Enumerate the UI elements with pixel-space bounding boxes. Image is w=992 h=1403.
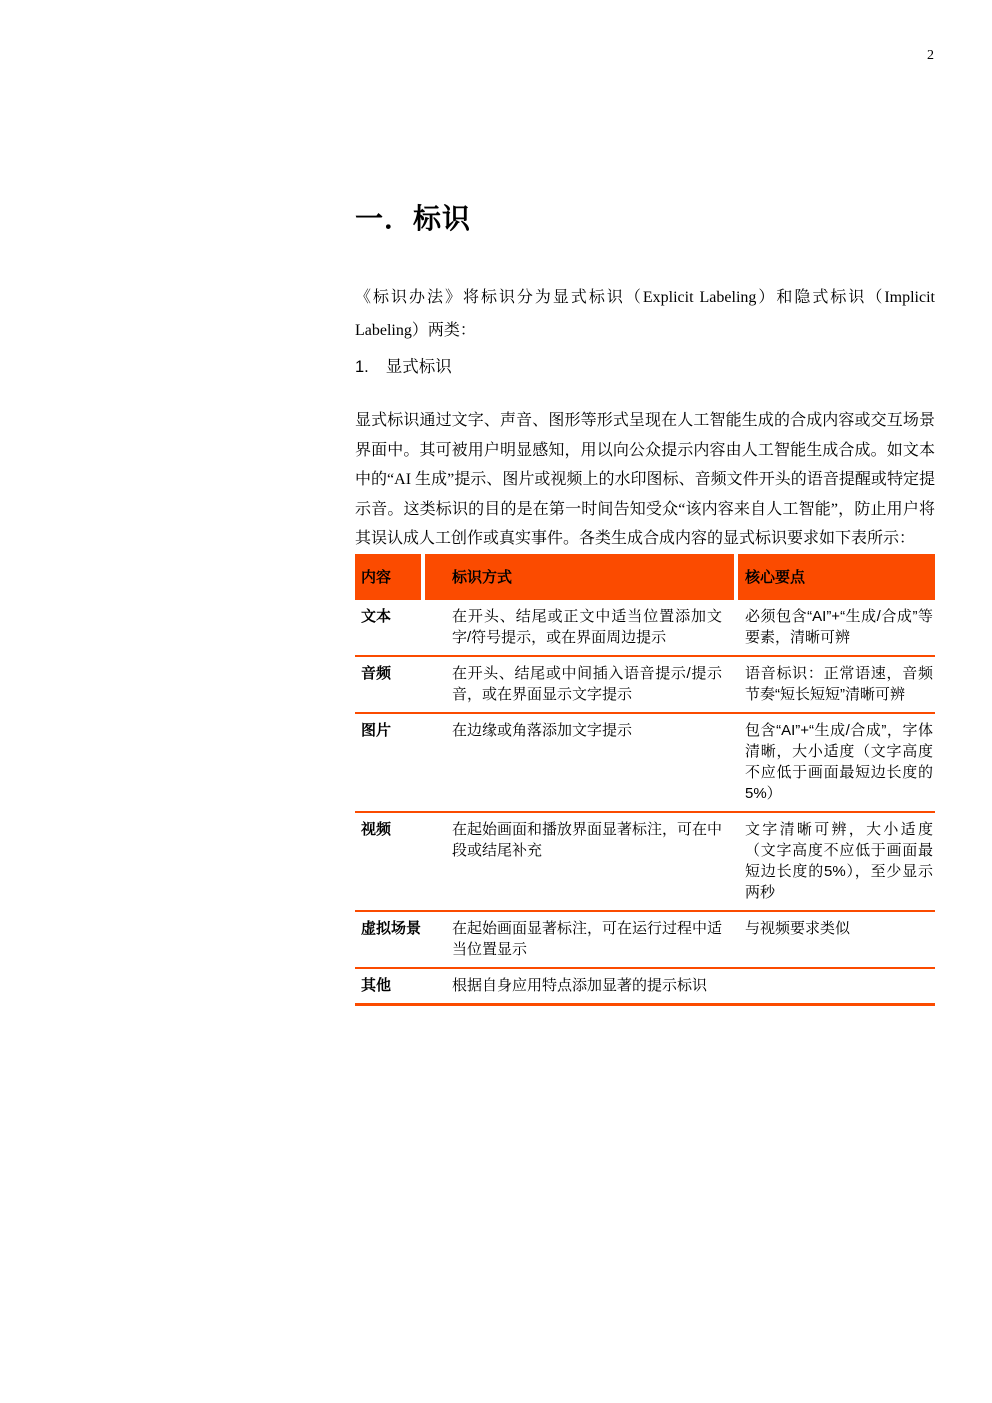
table-row xyxy=(355,600,935,657)
row-points: 包含“AI”+“生成/合成”，字体清晰，大小适度（文字高度不应低于画面最短边长度的5%） xyxy=(745,721,933,802)
row-label: 图片 xyxy=(361,721,392,739)
header-cell-content: 内容 xyxy=(355,554,421,600)
row-method: 在开头、结尾或正文中适当位置添加文字/符号提示，或在界面周边提示 xyxy=(452,607,722,646)
row-label: 音频 xyxy=(361,664,392,682)
main-heading: 一．标识 xyxy=(355,203,472,234)
row-label: 视频 xyxy=(361,820,392,838)
header-cell-method: 标识方式 xyxy=(425,554,734,600)
row-label: 文本 xyxy=(361,607,392,625)
page-number: 2 xyxy=(927,48,934,63)
table-row xyxy=(355,969,935,1006)
page-content xyxy=(355,0,935,1006)
row-method: 在边缘或角落添加文字提示 xyxy=(452,721,633,739)
row-points xyxy=(738,975,935,996)
row-points: 必须包含“AI”+“生成/合成”等要素，清晰可辨 xyxy=(745,607,933,646)
row-points: 文字清晰可辨，大小适度（文字高度不应低于画面最短边长度的5%），至少显示两秒 xyxy=(745,820,933,901)
row-points: 与视频要求类似 xyxy=(745,919,851,937)
row-label: 其他 xyxy=(361,976,392,994)
row-label: 虚拟场景 xyxy=(361,919,422,937)
row-method: 根据自身应用特点添加显著的提示标识 xyxy=(452,976,708,994)
header-cell-points: 核心要点 xyxy=(738,554,935,600)
table-row xyxy=(355,813,935,912)
section-number: 1. xyxy=(355,358,369,377)
row-method: 在起始画面显著标注，可在运行过程中适当位置显示 xyxy=(452,919,723,958)
table-row xyxy=(355,714,935,813)
table-header-row xyxy=(355,554,935,600)
table-row xyxy=(355,912,935,969)
table-row xyxy=(355,657,935,714)
section-title: 显式标识 xyxy=(385,358,452,377)
requirements-table xyxy=(355,554,935,1006)
body-paragraph: 显式标识通过文字、声音、图形等形式呈现在人工智能生成的合成内容或交互场景界面中。其可被用户明显感知，用以向公众提示内容由人工智能生成合成。如文本中的“AI 生成”提示、图片或视频上的水印图标、音频文件开头的语音提醒或特定提示音。这类标识的目的是在第一时间告知受众“该内容来自人工智能”，防止用户将其误认成人工创作或真实事件。各类生成合成内容的显式标识要求如下表所示： xyxy=(355,412,935,548)
row-method: 在起始画面和播放界面显著标注，可在中段或结尾补充 xyxy=(452,820,723,859)
row-method: 在开头、结尾或中间插入语音提示/提示音，或在界面显示文字提示 xyxy=(452,664,722,703)
intro-paragraph: 《标识办法》将标识分为显式标识（Explicit Labeling）和隐式标识（Implicit Labeling）两类： xyxy=(355,289,935,340)
row-points: 语音标识：正常语速，音频节奏“短长短短”清晰可辨 xyxy=(745,664,933,703)
section-heading xyxy=(355,356,935,378)
